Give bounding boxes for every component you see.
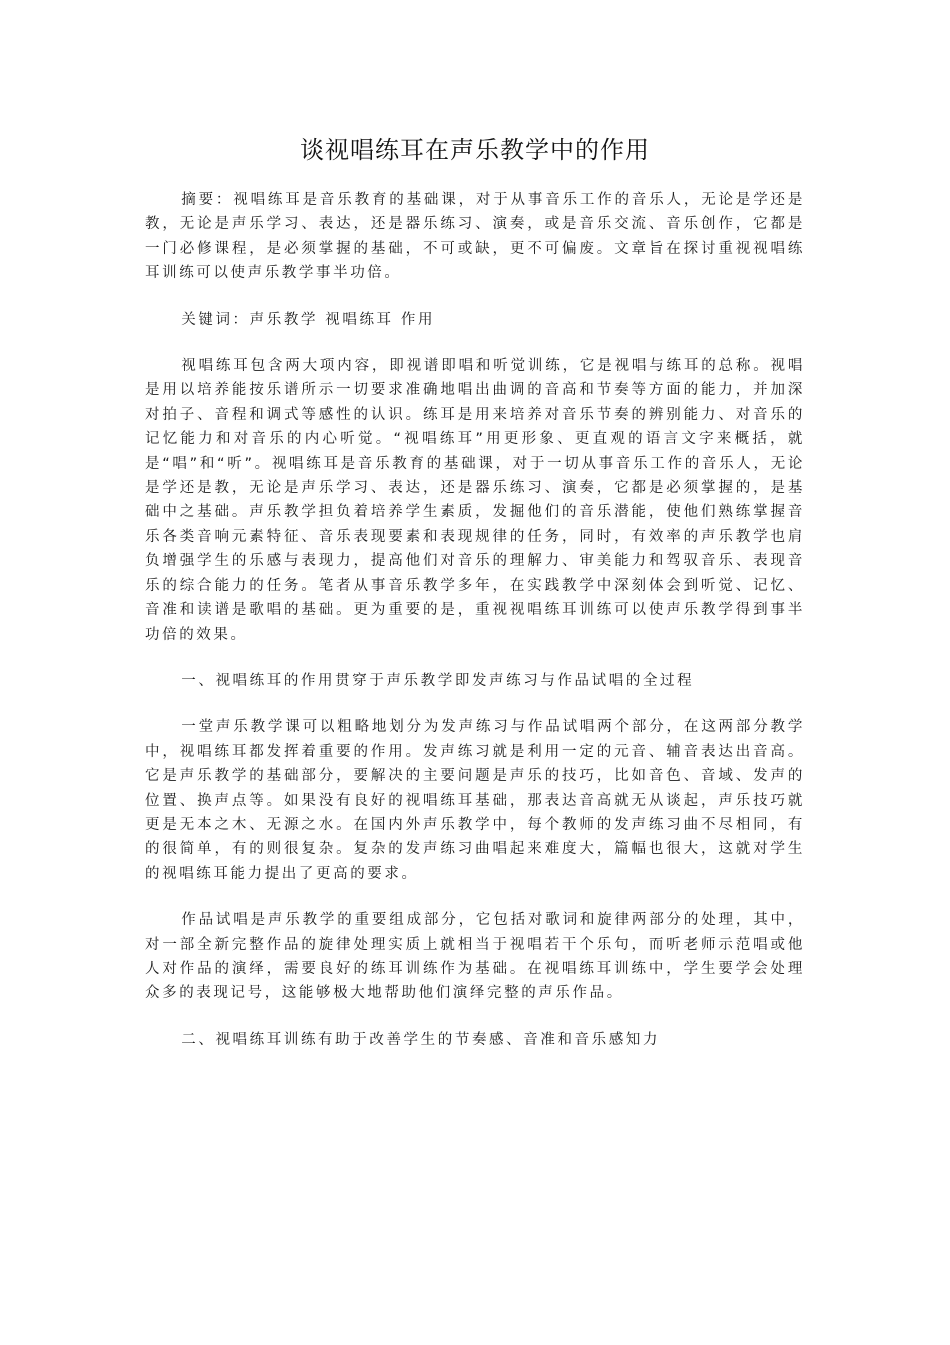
section-2-heading: 二、视唱练耳训练有助于改善学生的节奏感、音准和音乐感知力 (181, 1031, 661, 1048)
keywords-line: 关键词：声乐教学 视唱练耳 作用 (181, 311, 436, 328)
document-body (145, 188, 805, 1074)
intro-paragraph: 视唱练耳包含两大项内容，即视谱即唱和听觉训练，它是视唱与练耳的总称。视唱是用以培养能按乐谱所示一切要求准确地唱出曲调的音高和节奏等方面的能力，并加深对拍子、音程和调式等感性的认识。练耳是用来培养对音乐节奏的辨别能力、对音乐的记忆能力和对音乐的内心听觉。“视唱练耳”用更形象、更直观的语言文字来概括，就是“唱”和“听”。视唱练耳是音乐教育的基础课，对于一切从事音乐工作的音乐人，无论是学还是教，无论是声乐学习、表达，还是器乐练习、演奏，它都是必须掌握的，是基础中之基础。声乐教学担负着培养学生素质，发掘他们的音乐潜能，使他们熟练掌握音乐各类音响元素特征、音乐表现要素和表现规律的任务，同时，有效率的声乐教学也肩负增强学生的乐感与表现力，提高他们对音乐的理解力、审美能力和驾驭音乐、表现音乐的综合能力的任务。笔者从事音乐教学多年，在实践教学中深刻体会到听觉、记忆、音准和读谱是歌唱的基础。更为重要的是，重视视唱练耳训练可以使声乐教学得到事半功倍的效果。 (145, 358, 805, 643)
document-title: 谈视唱练耳在声乐教学中的作用 (300, 136, 650, 164)
section-1-paragraph-2: 作品试唱是声乐教学的重要组成部分，它包括对歌词和旋律两部分的处理，其中，对一部全新完整作品的旋律处理实质上就相当于视唱若干个乐句，而听老师示范唱或他人对作品的演绎，需要良好的练耳训练作为基础。在视唱练耳训练中，学生要学会处理众多的表现记号，这能够极大地帮助他们演绎完整的声乐作品。 (145, 912, 805, 1002)
section-1-heading: 一、视唱练耳的作用贯穿于声乐教学即发声练习与作品试唱的全过程 (181, 672, 695, 689)
abstract-paragraph: 摘要：视唱练耳是音乐教育的基础课，对于从事音乐工作的音乐人，无论是学还是教，无论是声乐学习、表达，还是器乐练习、演奏，或是音乐交流、音乐创作，它都是一门必修课程，是必须掌握的基础，不可或缺，更不可偏废。文章旨在探讨重视视唱练耳训练可以使声乐教学事半功倍。 (145, 192, 805, 282)
section-1-paragraph-1: 一堂声乐教学课可以粗略地划分为发声练习与作品试唱两个部分，在这两部分教学中，视唱练耳都发挥着重要的作用。发声练习就是利用一定的元音、辅音表达出音高。它是声乐教学的基础部分，要解决的主要问题是声乐的技巧，比如音色、音域、发声的位置、换声点等。如果没有良好的视唱练耳基础，那表达音高就无从谈起，声乐技巧就更是无本之木、无源之水。在国内外声乐教学中，每个教师的发声练习曲不尽相同，有的很简单，有的则很复杂。复杂的发声练习曲唱起来难度大，篇幅也很大，这就对学生的视唱练耳能力提出了更高的要求。 (145, 719, 805, 882)
